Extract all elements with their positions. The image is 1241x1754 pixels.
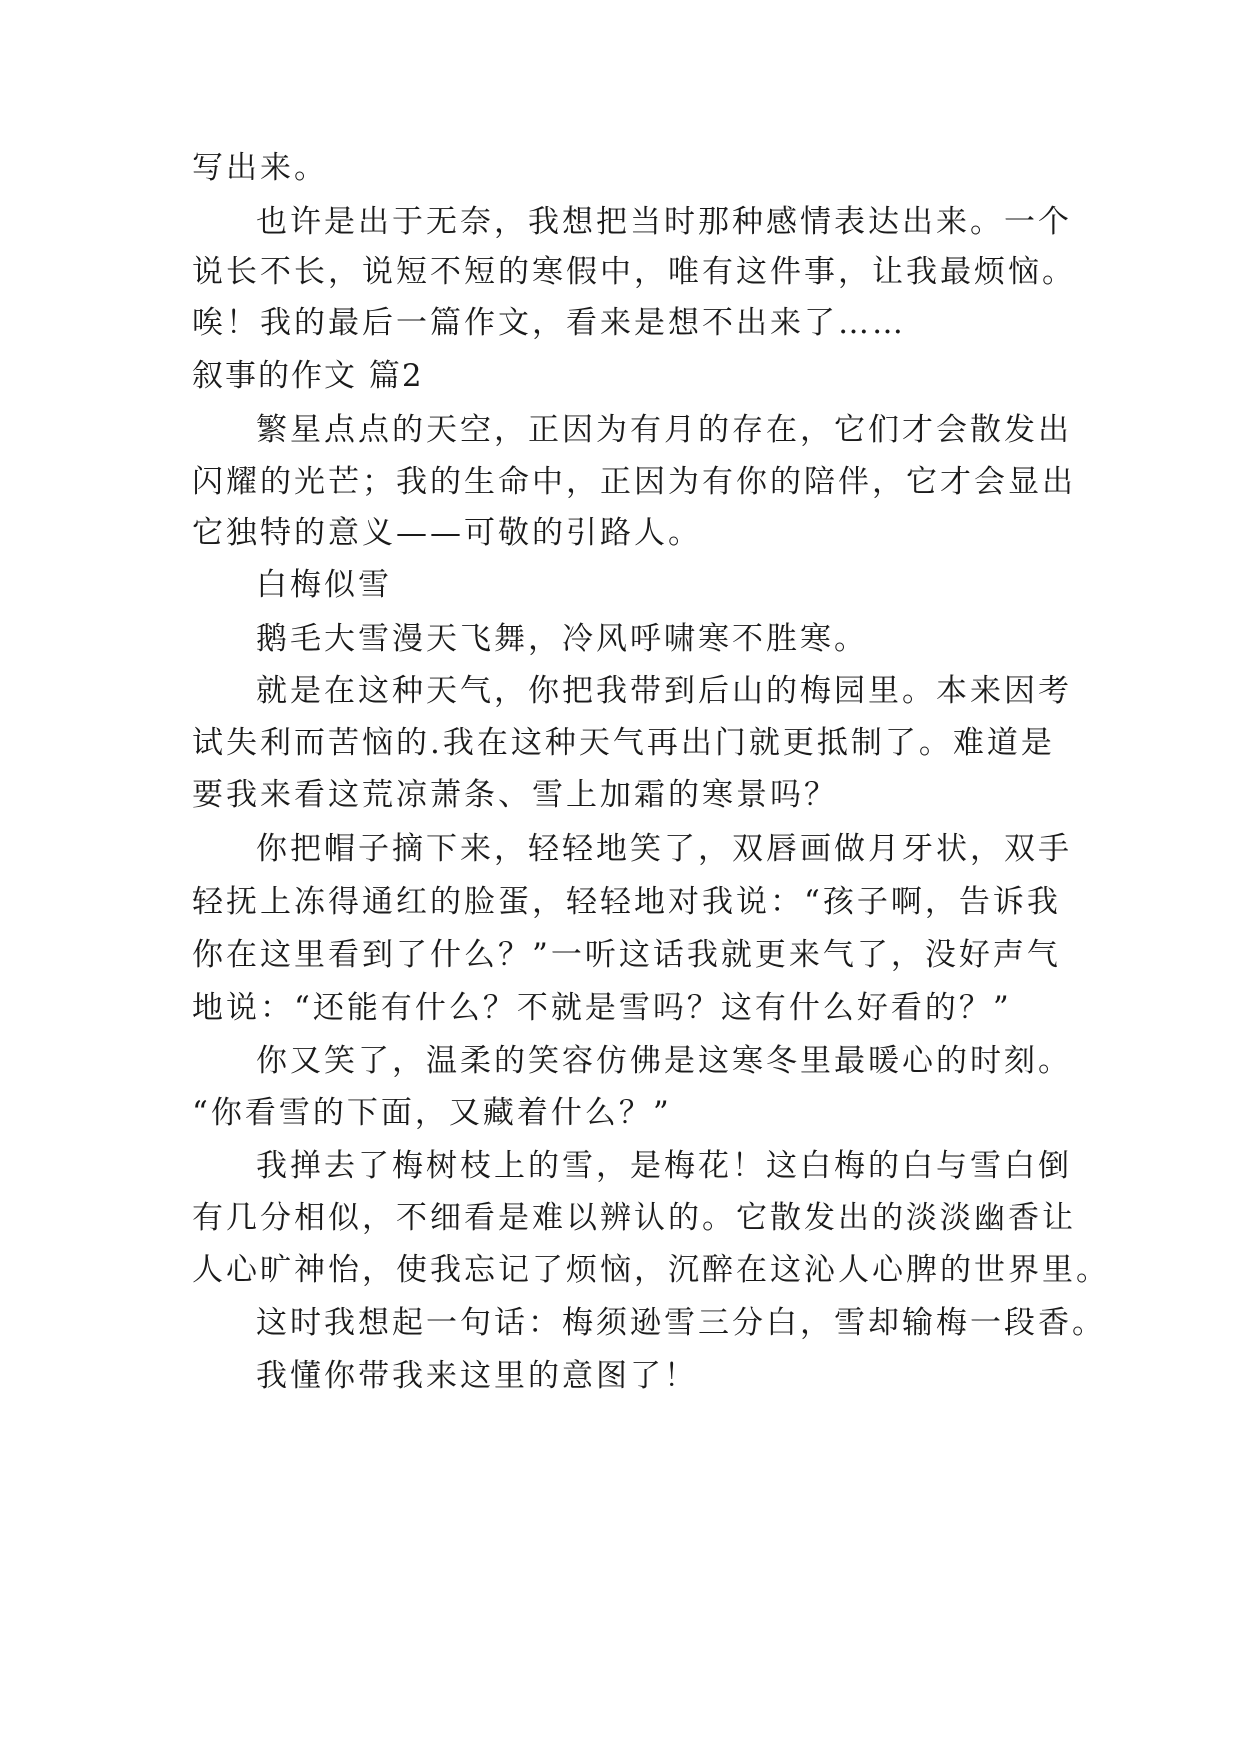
text-line: 地说：“还能有什么？不就是雪吗？这有什么好看的？” bbox=[192, 990, 1012, 1026]
text-line: 轻抚上冻得通红的脸蛋，轻轻地对我说：“孩子啊，告诉我 bbox=[192, 884, 1061, 920]
text-line: 它独特的意义——可敬的引路人。 bbox=[192, 515, 702, 551]
text-line: 试失利而苦恼的.我在这种天气再出门就更抵制了。难道是 bbox=[192, 725, 1055, 761]
text-line: 闪耀的光芒；我的生命中，正因为有你的陪伴，它才会显出 bbox=[192, 464, 1076, 500]
paragraph-start: 这时我想起一句话：梅须逊雪三分白，雪却输梅一段香。 bbox=[256, 1305, 1106, 1341]
text-line: 有几分相似，不细看是难以辨认的。它散发出的淡淡幽香让 bbox=[192, 1200, 1076, 1236]
paragraph-start: 鹅毛大雪漫天飞舞，冷风呼啸寒不胜寒。 bbox=[256, 621, 868, 657]
paragraph-start: 我掸去了梅树枝上的雪，是梅花！这白梅的白与雪白倒 bbox=[256, 1148, 1072, 1184]
paragraph-start: 也许是出于无奈，我想把当时那种感情表达出来。一个 bbox=[256, 204, 1072, 240]
text-line: 要我来看这荒凉萧条、雪上加霜的寒景吗？ bbox=[192, 777, 838, 813]
text-line: 唉！我的最后一篇作文，看来是想不出来了…… bbox=[192, 305, 906, 341]
paragraph-start: 你把帽子摘下来，轻轻地笑了，双唇画做月牙状，双手 bbox=[256, 831, 1072, 867]
text-line: “你看雪的下面，又藏着什么？” bbox=[192, 1095, 672, 1131]
paragraph-start: 你又笑了，温柔的笑容仿佛是这寒冬里最暖心的时刻。 bbox=[256, 1043, 1072, 1079]
text-line: 写出来。 bbox=[192, 150, 328, 186]
paragraph-start: 就是在这种天气，你把我带到后山的梅园里。本来因考 bbox=[256, 673, 1072, 709]
text-line: 人心旷神怡，使我忘记了烦恼，沉醉在这沁人心脾的世界里。 bbox=[192, 1252, 1110, 1288]
section-heading: 叙事的作文 篇2 bbox=[192, 358, 424, 394]
paragraph-start: 我懂你带我来这里的意图了！ bbox=[256, 1358, 698, 1394]
essay-subtitle: 白梅似雪 bbox=[256, 567, 392, 603]
text-line: 说长不长，说短不短的寒假中，唯有这件事，让我最烦恼。 bbox=[192, 254, 1076, 290]
paragraph-start: 繁星点点的天空，正因为有月的存在，它们才会散发出 bbox=[256, 412, 1072, 448]
text-line: 你在这里看到了什么？”一听这话我就更来气了，没好声气 bbox=[192, 937, 1061, 973]
